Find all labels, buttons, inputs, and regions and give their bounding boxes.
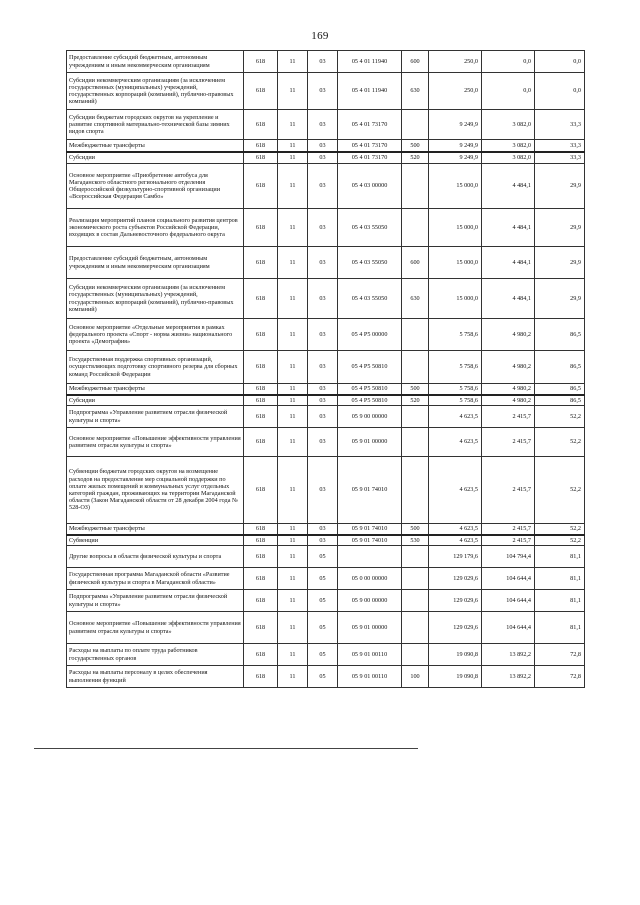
cell-name: Субсидии бюджетам городских округов на укрепление и развитие спортивной материально-технической базы зимних видов спорта xyxy=(67,110,244,140)
cell-expense-type xyxy=(402,110,429,140)
cell-percent: 29,9 xyxy=(535,279,585,319)
table-row xyxy=(67,73,585,110)
table-row xyxy=(67,612,585,644)
table-row xyxy=(67,535,585,546)
cell-section: 11 xyxy=(278,666,308,688)
cell-name: Субсидии некоммерческим организациям (за исключением государственных (муниципальных) учреждений, государственных корпораций (компаний), публично-правовых компаний) xyxy=(67,279,244,319)
cell-actual: 0,0 xyxy=(482,51,535,73)
table-row xyxy=(67,319,585,351)
cell-admin-code: 618 xyxy=(244,209,278,247)
cell-plan: 4 623,5 xyxy=(429,524,482,535)
table-row xyxy=(67,247,585,279)
cell-target-article: 05 4 P5 50810 xyxy=(338,384,402,395)
cell-subsection: 03 xyxy=(308,384,338,395)
cell-section: 11 xyxy=(278,524,308,535)
cell-name: Субсидии некоммерческим организациям (за исключением государственных (муниципальных) учреждений, государственных корпораций (компаний), публично-правовых компаний) xyxy=(67,73,244,110)
cell-admin-code: 618 xyxy=(244,568,278,590)
cell-actual: 4 484,1 xyxy=(482,279,535,319)
cell-section: 11 xyxy=(278,384,308,395)
cell-actual: 3 082,0 xyxy=(482,110,535,140)
table-row xyxy=(67,666,585,688)
cell-section: 11 xyxy=(278,152,308,164)
cell-name: Субсидии xyxy=(67,395,244,406)
cell-plan: 19 090,8 xyxy=(429,666,482,688)
cell-admin-code: 618 xyxy=(244,384,278,395)
cell-expense-type xyxy=(402,406,429,428)
cell-subsection: 03 xyxy=(308,351,338,384)
cell-admin-code: 618 xyxy=(244,110,278,140)
cell-subsection: 03 xyxy=(308,110,338,140)
cell-percent: 72,8 xyxy=(535,666,585,688)
cell-expense-type: 630 xyxy=(402,279,429,319)
cell-target-article: 05 4 01 73170 xyxy=(338,140,402,152)
footer-divider xyxy=(34,748,418,749)
table-row xyxy=(67,209,585,247)
cell-actual: 104 644,4 xyxy=(482,590,535,612)
cell-subsection: 03 xyxy=(308,164,338,209)
cell-plan: 4 623,5 xyxy=(429,535,482,546)
cell-section: 11 xyxy=(278,395,308,406)
cell-name: Расходы на выплаты персоналу в целях обеспечения выполнения функций xyxy=(67,666,244,688)
cell-name: Государственная поддержка спортивных организаций, осуществляющих подготовку спортивного резерва для сборных команд Российской Федерации xyxy=(67,351,244,384)
cell-actual: 3 082,0 xyxy=(482,152,535,164)
table-row xyxy=(67,395,585,406)
cell-expense-type: 530 xyxy=(402,535,429,546)
cell-admin-code: 618 xyxy=(244,319,278,351)
cell-target-article: 05 4 03 00000 xyxy=(338,164,402,209)
cell-subsection: 03 xyxy=(308,535,338,546)
cell-plan: 9 249,9 xyxy=(429,140,482,152)
cell-name: Основное мероприятие «Повышение эффективности управления развитием отрасли культуры и спорта» xyxy=(67,428,244,457)
cell-subsection: 03 xyxy=(308,140,338,152)
cell-percent: 52,2 xyxy=(535,524,585,535)
cell-percent: 33,3 xyxy=(535,110,585,140)
cell-subsection: 03 xyxy=(308,247,338,279)
cell-subsection: 05 xyxy=(308,612,338,644)
cell-name: Реализация мероприятий планов социального развития центров экономического роста субъектов Российской Федерации, входящих в состав Дальневосточного федерального округа xyxy=(67,209,244,247)
cell-admin-code: 618 xyxy=(244,535,278,546)
cell-target-article: 05 9 00 00000 xyxy=(338,590,402,612)
table-row xyxy=(67,457,585,524)
cell-subsection: 05 xyxy=(308,568,338,590)
table-row xyxy=(67,51,585,73)
cell-section: 11 xyxy=(278,110,308,140)
cell-plan: 129 179,6 xyxy=(429,546,482,568)
cell-section: 11 xyxy=(278,279,308,319)
table-row xyxy=(67,428,585,457)
cell-actual: 13 892,2 xyxy=(482,644,535,666)
table-row xyxy=(67,644,585,666)
cell-percent: 52,2 xyxy=(535,428,585,457)
cell-actual: 4 980,2 xyxy=(482,395,535,406)
table-row xyxy=(67,351,585,384)
cell-percent: 52,2 xyxy=(535,406,585,428)
cell-plan: 9 249,9 xyxy=(429,110,482,140)
cell-section: 11 xyxy=(278,319,308,351)
cell-expense-type: 500 xyxy=(402,384,429,395)
cell-plan: 19 090,8 xyxy=(429,644,482,666)
cell-expense-type: 520 xyxy=(402,395,429,406)
cell-subsection: 03 xyxy=(308,73,338,110)
cell-name: Расходы на выплаты по оплате труда работников государственных органов xyxy=(67,644,244,666)
cell-target-article: 05 4 01 11940 xyxy=(338,73,402,110)
cell-percent: 29,9 xyxy=(535,164,585,209)
cell-plan: 5 758,6 xyxy=(429,395,482,406)
cell-expense-type: 600 xyxy=(402,247,429,279)
cell-admin-code: 618 xyxy=(244,279,278,319)
cell-actual: 2 415,7 xyxy=(482,535,535,546)
cell-name: Субсидии xyxy=(67,152,244,164)
cell-expense-type: 100 xyxy=(402,666,429,688)
cell-section: 11 xyxy=(278,457,308,524)
cell-expense-type xyxy=(402,164,429,209)
cell-actual: 2 415,7 xyxy=(482,428,535,457)
cell-target-article: 05 9 01 00110 xyxy=(338,666,402,688)
cell-percent: 0,0 xyxy=(535,51,585,73)
cell-target-article: 05 9 00 00000 xyxy=(338,406,402,428)
cell-expense-type xyxy=(402,209,429,247)
cell-admin-code: 618 xyxy=(244,351,278,384)
cell-percent: 72,8 xyxy=(535,644,585,666)
cell-name: Предоставление субсидий бюджетным, автономным учреждениям и иным некоммерческим организациям xyxy=(67,247,244,279)
cell-plan: 5 758,6 xyxy=(429,319,482,351)
cell-section: 11 xyxy=(278,644,308,666)
cell-target-article: 05 4 01 11940 xyxy=(338,51,402,73)
cell-plan: 15 000,0 xyxy=(429,164,482,209)
cell-admin-code: 618 xyxy=(244,546,278,568)
cell-section: 11 xyxy=(278,568,308,590)
cell-expense-type: 500 xyxy=(402,524,429,535)
cell-target-article xyxy=(338,546,402,568)
cell-expense-type: 600 xyxy=(402,51,429,73)
cell-target-article: 05 4 03 55050 xyxy=(338,279,402,319)
table-row xyxy=(67,164,585,209)
cell-name: Субвенции бюджетам городских округов на возмещение расходов на предоставление мер социальной поддержки по оплате жилых помещений и коммунальных услуг отдельных категорий граждан, проживающих на территории Магаданской области (Закон Магаданской области от 28 декабря 2004 года № 528-ОЗ) xyxy=(67,457,244,524)
cell-expense-type: 630 xyxy=(402,73,429,110)
cell-name: Основное мероприятие «Повышение эффективности управления развитием отрасли культуры и спорта» xyxy=(67,612,244,644)
cell-name: Государственная программа Магаданской области «Развитие физической культуры и спорта в Магаданской области» xyxy=(67,568,244,590)
cell-percent: 52,2 xyxy=(535,457,585,524)
cell-section: 11 xyxy=(278,351,308,384)
cell-actual: 0,0 xyxy=(482,73,535,110)
cell-plan: 9 249,9 xyxy=(429,152,482,164)
cell-actual: 2 415,7 xyxy=(482,457,535,524)
page-number: 169 xyxy=(311,30,329,42)
cell-actual: 4 980,2 xyxy=(482,319,535,351)
cell-admin-code: 618 xyxy=(244,428,278,457)
cell-expense-type xyxy=(402,457,429,524)
cell-percent: 29,9 xyxy=(535,209,585,247)
cell-section: 11 xyxy=(278,406,308,428)
cell-target-article: 05 4 03 55050 xyxy=(338,247,402,279)
table-row xyxy=(67,384,585,395)
table-row xyxy=(67,590,585,612)
cell-subsection: 03 xyxy=(308,209,338,247)
cell-admin-code: 618 xyxy=(244,152,278,164)
cell-expense-type: 520 xyxy=(402,152,429,164)
cell-subsection: 03 xyxy=(308,406,338,428)
cell-section: 11 xyxy=(278,164,308,209)
cell-subsection: 03 xyxy=(308,524,338,535)
cell-expense-type xyxy=(402,351,429,384)
table-row xyxy=(67,546,585,568)
cell-admin-code: 618 xyxy=(244,140,278,152)
cell-plan: 250,0 xyxy=(429,73,482,110)
cell-name: Субвенции xyxy=(67,535,244,546)
cell-admin-code: 618 xyxy=(244,51,278,73)
cell-subsection: 03 xyxy=(308,279,338,319)
cell-percent: 81,1 xyxy=(535,568,585,590)
cell-subsection: 05 xyxy=(308,666,338,688)
cell-plan: 15 000,0 xyxy=(429,279,482,319)
cell-actual: 13 892,2 xyxy=(482,666,535,688)
cell-subsection: 03 xyxy=(308,152,338,164)
cell-target-article: 05 9 01 74010 xyxy=(338,457,402,524)
cell-admin-code: 618 xyxy=(244,612,278,644)
cell-section: 11 xyxy=(278,73,308,110)
cell-section: 11 xyxy=(278,247,308,279)
cell-section: 11 xyxy=(278,428,308,457)
cell-plan: 4 623,5 xyxy=(429,406,482,428)
cell-target-article: 05 9 01 00000 xyxy=(338,428,402,457)
cell-target-article: 05 9 01 74010 xyxy=(338,524,402,535)
cell-expense-type xyxy=(402,568,429,590)
cell-plan: 15 000,0 xyxy=(429,247,482,279)
cell-plan: 4 623,5 xyxy=(429,457,482,524)
cell-subsection: 03 xyxy=(308,457,338,524)
cell-subsection: 03 xyxy=(308,428,338,457)
table-row xyxy=(67,110,585,140)
cell-admin-code: 618 xyxy=(244,457,278,524)
cell-section: 11 xyxy=(278,590,308,612)
cell-admin-code: 618 xyxy=(244,590,278,612)
cell-plan: 5 758,6 xyxy=(429,351,482,384)
cell-subsection: 05 xyxy=(308,644,338,666)
cell-percent: 81,1 xyxy=(535,546,585,568)
cell-target-article: 05 9 01 74010 xyxy=(338,535,402,546)
cell-section: 11 xyxy=(278,546,308,568)
cell-section: 11 xyxy=(278,140,308,152)
cell-target-article: 05 9 01 00110 xyxy=(338,644,402,666)
cell-actual: 2 415,7 xyxy=(482,524,535,535)
cell-section: 11 xyxy=(278,535,308,546)
cell-percent: 86,5 xyxy=(535,319,585,351)
cell-actual: 4 484,1 xyxy=(482,209,535,247)
cell-percent: 33,3 xyxy=(535,152,585,164)
cell-plan: 129 029,6 xyxy=(429,568,482,590)
table-row xyxy=(67,279,585,319)
cell-name: Подпрограмма «Управление развитием отрасли физической культуры и спорта» xyxy=(67,406,244,428)
table-row xyxy=(67,568,585,590)
cell-admin-code: 618 xyxy=(244,247,278,279)
cell-percent: 81,1 xyxy=(535,590,585,612)
cell-percent: 86,5 xyxy=(535,351,585,384)
cell-actual: 104 794,4 xyxy=(482,546,535,568)
table-row xyxy=(67,406,585,428)
cell-actual: 4 980,2 xyxy=(482,351,535,384)
cell-percent: 0,0 xyxy=(535,73,585,110)
cell-name: Предоставление субсидий бюджетным, автономным учреждениям и иным некоммерческим организациям xyxy=(67,51,244,73)
cell-plan: 15 000,0 xyxy=(429,209,482,247)
cell-section: 11 xyxy=(278,209,308,247)
cell-admin-code: 618 xyxy=(244,164,278,209)
cell-actual: 104 644,4 xyxy=(482,568,535,590)
cell-percent: 86,5 xyxy=(535,384,585,395)
cell-name: Межбюджетные трансферты xyxy=(67,140,244,152)
cell-actual: 4 484,1 xyxy=(482,164,535,209)
cell-name: Основное мероприятие «Приобретение автобуса для Магаданского областного регионального отделения Общероссийской физкультурно-спортивной организации «Всероссийская Федерация Самбо» xyxy=(67,164,244,209)
cell-expense-type xyxy=(402,428,429,457)
cell-expense-type xyxy=(402,319,429,351)
cell-expense-type xyxy=(402,546,429,568)
cell-admin-code: 618 xyxy=(244,644,278,666)
cell-expense-type: 500 xyxy=(402,140,429,152)
cell-subsection: 03 xyxy=(308,51,338,73)
cell-percent: 52,2 xyxy=(535,535,585,546)
cell-subsection: 03 xyxy=(308,319,338,351)
cell-admin-code: 618 xyxy=(244,395,278,406)
cell-plan: 129 029,6 xyxy=(429,590,482,612)
cell-actual: 3 082,0 xyxy=(482,140,535,152)
cell-actual: 104 644,4 xyxy=(482,612,535,644)
cell-section: 11 xyxy=(278,51,308,73)
cell-actual: 2 415,7 xyxy=(482,406,535,428)
cell-expense-type xyxy=(402,590,429,612)
cell-name: Другие вопросы в области физической культуры и спорта xyxy=(67,546,244,568)
cell-subsection: 05 xyxy=(308,590,338,612)
cell-percent: 33,3 xyxy=(535,140,585,152)
cell-target-article: 05 4 03 55050 xyxy=(338,209,402,247)
table-row xyxy=(67,140,585,152)
cell-target-article: 05 4 P5 50810 xyxy=(338,351,402,384)
cell-admin-code: 618 xyxy=(244,73,278,110)
cell-name: Межбюджетные трансферты xyxy=(67,384,244,395)
cell-target-article: 05 9 01 00000 xyxy=(338,612,402,644)
cell-plan: 129 029,6 xyxy=(429,612,482,644)
cell-admin-code: 618 xyxy=(244,524,278,535)
cell-admin-code: 618 xyxy=(244,406,278,428)
cell-target-article: 05 0 00 00000 xyxy=(338,568,402,590)
cell-actual: 4 980,2 xyxy=(482,384,535,395)
cell-subsection: 05 xyxy=(308,546,338,568)
cell-target-article: 05 4 01 73170 xyxy=(338,152,402,164)
table-row xyxy=(67,152,585,164)
cell-target-article: 05 4 P5 00000 xyxy=(338,319,402,351)
cell-plan: 4 623,5 xyxy=(429,428,482,457)
budget-table xyxy=(66,50,585,688)
cell-name: Подпрограмма «Управление развитием отрасли физической культуры и спорта» xyxy=(67,590,244,612)
cell-plan: 5 758,6 xyxy=(429,384,482,395)
cell-percent: 29,9 xyxy=(535,247,585,279)
cell-section: 11 xyxy=(278,612,308,644)
cell-name: Основное мероприятие «Отдельные мероприятия в рамках федерального проекта «Спорт - норма жизни» национального проекта «Демография» xyxy=(67,319,244,351)
cell-expense-type xyxy=(402,644,429,666)
cell-target-article: 05 4 P5 50810 xyxy=(338,395,402,406)
table-row xyxy=(67,524,585,535)
cell-subsection: 03 xyxy=(308,395,338,406)
table-body xyxy=(67,51,585,688)
cell-plan: 250,0 xyxy=(429,51,482,73)
cell-name: Межбюджетные трансферты xyxy=(67,524,244,535)
cell-actual: 4 484,1 xyxy=(482,247,535,279)
cell-target-article: 05 4 01 73170 xyxy=(338,110,402,140)
cell-percent: 86,5 xyxy=(535,395,585,406)
cell-expense-type xyxy=(402,612,429,644)
cell-percent: 81,1 xyxy=(535,612,585,644)
cell-admin-code: 618 xyxy=(244,666,278,688)
